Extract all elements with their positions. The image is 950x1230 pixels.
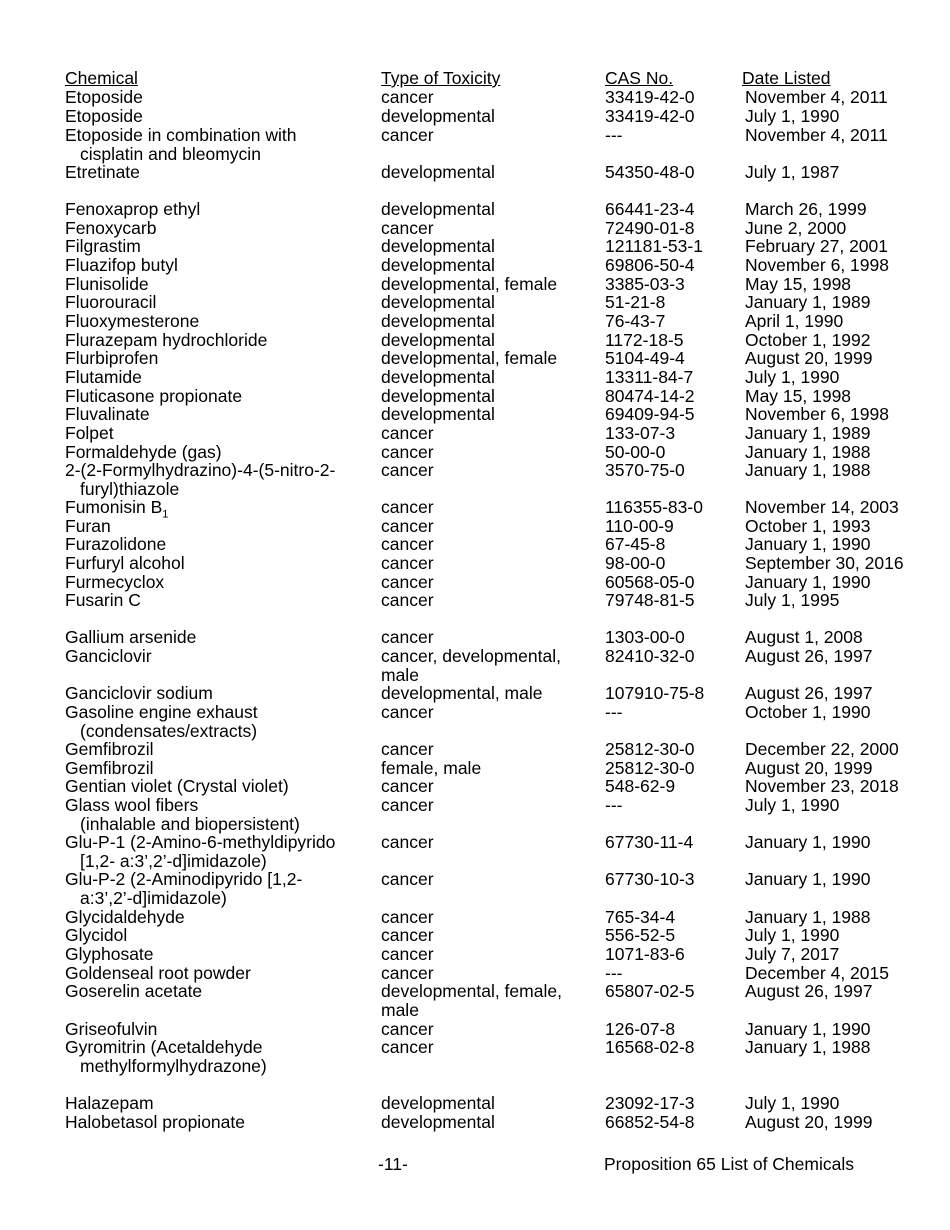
- date-listed: January 1, 1990: [745, 832, 871, 852]
- chemical-name: Glyphosate: [65, 944, 154, 964]
- date-listed: September 30, 2016: [745, 553, 904, 573]
- chemical-name: Furmecyclox: [65, 572, 165, 592]
- toxicity-type: developmental: [381, 404, 495, 424]
- chemical-name: Formaldehyde (gas): [65, 442, 222, 462]
- chemical-name: Gemfibrozil: [65, 739, 154, 759]
- cas-number: 107910-75-8: [605, 683, 705, 703]
- date-listed: July 1, 1995: [745, 590, 840, 610]
- cas-number: 1071-83-6: [605, 944, 685, 964]
- chemical-name: Glu-P-2 (2-Aminodipyrido [1,2-: [65, 869, 303, 889]
- toxicity-type: cancer: [381, 87, 434, 107]
- cas-number: ---: [605, 795, 623, 815]
- date-listed: August 20, 1999: [745, 1112, 873, 1132]
- toxicity-type: developmental: [381, 199, 495, 219]
- date-listed: August 20, 1999: [745, 758, 873, 778]
- toxicity-type: cancer: [381, 963, 434, 983]
- toxicity-type: cancer: [381, 572, 434, 592]
- chemical-name: Gentian violet (Crystal violet): [65, 776, 289, 796]
- date-listed: January 1, 1989: [745, 292, 871, 312]
- cas-number: 98-00-0: [605, 553, 666, 573]
- date-listed: July 7, 2017: [745, 944, 840, 964]
- date-listed: July 1, 1990: [745, 1093, 840, 1113]
- date-listed: January 1, 1990: [745, 1019, 871, 1039]
- cas-number: 69409-94-5: [605, 404, 695, 424]
- chemical-name: Gasoline engine exhaust: [65, 702, 258, 722]
- cas-number: 110-00-9: [605, 516, 674, 536]
- chemical-name: Ganciclovir: [65, 646, 152, 666]
- date-listed: August 1, 2008: [745, 627, 863, 647]
- header-toxicity: Type of Toxicity: [381, 68, 501, 88]
- date-listed: November 6, 1998: [745, 404, 889, 424]
- toxicity-type: cancer: [381, 125, 434, 145]
- cas-number: 16568-02-8: [605, 1037, 695, 1057]
- chemical-name: Ganciclovir sodium: [65, 683, 213, 703]
- toxicity-type: cancer: [381, 739, 434, 759]
- chemical-name: Gyromitrin (Acetaldehyde: [65, 1037, 263, 1057]
- cas-number: 82410-32-0: [605, 646, 695, 666]
- cas-number: 121181-53-1: [605, 236, 703, 256]
- cas-number: ---: [605, 125, 623, 145]
- chemical-name: Gallium arsenide: [65, 627, 197, 647]
- chemical-name-continued: furyl)thiazole: [80, 478, 180, 499]
- chemical-name-continued: (condensates/extracts): [80, 720, 258, 741]
- cas-number: 116355-83-0: [605, 497, 703, 517]
- chemical-subscript: 1: [162, 508, 169, 521]
- date-listed: January 1, 1990: [745, 869, 871, 889]
- chemical-name: Fenoxaprop ethyl: [65, 199, 201, 219]
- toxicity-type: cancer: [381, 944, 434, 964]
- toxicity-type: developmental: [381, 236, 495, 256]
- chemical-name: Furazolidone: [65, 534, 167, 554]
- header-cas: CAS No.: [605, 68, 674, 88]
- toxicity-type: cancer: [381, 534, 434, 554]
- chemical-name: Fluticasone propionate: [65, 386, 243, 406]
- cas-number: 25812-30-0: [605, 739, 695, 759]
- cas-number: 1172-18-5: [605, 330, 684, 350]
- date-listed: January 1, 1990: [745, 534, 871, 554]
- cas-number: 76-43-7: [605, 311, 666, 331]
- toxicity-type: cancer, developmental,: [381, 646, 561, 666]
- chemical-name: Fenoxycarb: [65, 218, 157, 238]
- date-listed: June 2, 2000: [745, 218, 847, 238]
- toxicity-type: developmental, female: [381, 274, 558, 294]
- date-listed: August 26, 1997: [745, 646, 873, 666]
- toxicity-type: developmental: [381, 1112, 495, 1132]
- date-listed: October 1, 1990: [745, 702, 871, 722]
- toxicity-type: cancer: [381, 627, 434, 647]
- date-listed: August 20, 1999: [745, 348, 873, 368]
- toxicity-type: cancer: [381, 442, 434, 462]
- chemical-name-text: Fumonisin B: [65, 497, 163, 517]
- date-listed: November 4, 2011: [745, 125, 888, 145]
- page-number: -11-: [378, 1154, 408, 1174]
- cas-number: 25812-30-0: [605, 758, 695, 778]
- chemical-name: Etoposide in combination with: [65, 125, 297, 145]
- cas-number: 133-07-3: [605, 423, 676, 443]
- toxicity-type: developmental, female: [381, 348, 558, 368]
- date-listed: July 1, 1990: [745, 795, 840, 815]
- chemical-name: Furan: [65, 516, 111, 536]
- chemical-name-continued: methylformylhydrazone): [80, 1055, 267, 1076]
- toxicity-type: cancer: [381, 776, 434, 796]
- cas-number: 67730-11-4: [605, 832, 694, 852]
- cas-number: 80474-14-2: [605, 386, 695, 406]
- chemical-name: Goldenseal root powder: [65, 963, 251, 983]
- cas-number: 13311-84-7: [605, 367, 694, 387]
- chemical-name: Folpet: [65, 423, 114, 443]
- cas-number: 50-00-0: [605, 442, 666, 462]
- cas-number: 3385-03-3: [605, 274, 685, 294]
- toxicity-type: developmental: [381, 162, 495, 182]
- date-listed: November 6, 1998: [745, 255, 889, 275]
- toxicity-type: developmental: [381, 255, 495, 275]
- date-listed: January 1, 1988: [745, 460, 871, 480]
- toxicity-type: cancer: [381, 702, 434, 722]
- cas-number: 67730-10-3: [605, 869, 695, 889]
- date-listed: November 14, 2003: [745, 497, 899, 517]
- chemical-name: Fusarin C: [65, 590, 141, 610]
- date-listed: January 1, 1988: [745, 907, 871, 927]
- chemical-name: Flurazepam hydrochloride: [65, 330, 268, 350]
- chemical-name: Fluvalinate: [65, 404, 150, 424]
- chemical-name: Glycidol: [65, 925, 128, 945]
- chemical-name: Griseofulvin: [65, 1019, 158, 1039]
- cas-number: 1303-00-0: [605, 627, 685, 647]
- toxicity-type: developmental: [381, 367, 495, 387]
- toxicity-type: cancer: [381, 516, 434, 536]
- date-listed: July 1, 1987: [745, 162, 840, 182]
- cas-number: 54350-48-0: [605, 162, 695, 182]
- cas-number: 60568-05-0: [605, 572, 695, 592]
- footer-title: Proposition 65 List of Chemicals: [604, 1154, 854, 1174]
- chemical-name-continued: (inhalable and biopersistent): [80, 813, 300, 834]
- chemical-name: Halazepam: [65, 1093, 154, 1113]
- chemical-name: Glycidaldehyde: [65, 907, 185, 927]
- cas-number: 65807-02-5: [605, 981, 695, 1001]
- toxicity-type: cancer: [381, 907, 434, 927]
- toxicity-type: female, male: [381, 758, 482, 778]
- toxicity-type: cancer: [381, 497, 434, 517]
- chemical-name-continued: cisplatin and bleomycin: [80, 143, 261, 164]
- cas-number: 556-52-5: [605, 925, 676, 945]
- cas-number: 548-62-9: [605, 776, 676, 796]
- date-listed: November 23, 2018: [745, 776, 899, 796]
- toxicity-type: cancer: [381, 460, 434, 480]
- chemical-name: Filgrastim: [65, 236, 141, 256]
- cas-number: 66852-54-8: [605, 1112, 695, 1132]
- toxicity-type-continued: male: [381, 999, 419, 1020]
- chemical-name: Glu-P-1 (2-Amino-6-methyldipyrido: [65, 832, 336, 852]
- chemical-name: Etretinate: [65, 162, 140, 182]
- cas-number: 79748-81-5: [605, 590, 695, 610]
- chemical-name: Goserelin acetate: [65, 981, 203, 1001]
- chemical-name: Fluorouracil: [65, 292, 157, 312]
- header-date: Date Listed: [742, 68, 831, 88]
- chemical-name: Fluazifop butyl: [65, 255, 178, 275]
- toxicity-type: cancer: [381, 1037, 434, 1057]
- chemical-name: Flutamide: [65, 367, 142, 387]
- cas-number: ---: [605, 963, 623, 983]
- toxicity-type: developmental: [381, 330, 495, 350]
- date-listed: February 27, 2001: [745, 236, 889, 256]
- toxicity-type: cancer: [381, 553, 434, 573]
- header-chemical: Chemical: [65, 68, 138, 88]
- toxicity-type: developmental, female,: [381, 981, 562, 1001]
- date-listed: August 26, 1997: [745, 981, 873, 1001]
- chemical-name: Halobetasol propionate: [65, 1112, 245, 1132]
- cas-number: ---: [605, 702, 623, 722]
- date-listed: October 1, 1993: [745, 516, 871, 536]
- toxicity-type: cancer: [381, 1019, 434, 1039]
- date-listed: April 1, 1990: [745, 311, 844, 331]
- date-listed: October 1, 1992: [745, 330, 871, 350]
- date-listed: May 15, 1998: [745, 386, 852, 406]
- toxicity-type: developmental: [381, 292, 495, 312]
- toxicity-type: developmental: [381, 386, 495, 406]
- chemical-name: Etoposide: [65, 87, 143, 107]
- toxicity-type: cancer: [381, 590, 434, 610]
- date-listed: December 22, 2000: [745, 739, 899, 759]
- toxicity-type: developmental: [381, 311, 495, 331]
- chemical-name: Flurbiprofen: [65, 348, 159, 368]
- toxicity-type: cancer: [381, 832, 434, 852]
- toxicity-type: cancer: [381, 218, 434, 238]
- cas-number: 67-45-8: [605, 534, 666, 554]
- date-listed: November 4, 2011: [745, 87, 888, 107]
- chemical-name: Fluoxymesterone: [65, 311, 200, 331]
- toxicity-type-continued: male: [381, 664, 419, 685]
- toxicity-type: cancer: [381, 925, 434, 945]
- chemical-name: Flunisolide: [65, 274, 149, 294]
- toxicity-type: cancer: [381, 795, 434, 815]
- date-listed: July 1, 1990: [745, 925, 840, 945]
- chemical-name-continued: a:3’,2’-d]imidazole): [80, 887, 227, 908]
- cas-number: 33419-42-0: [605, 106, 695, 126]
- date-listed: January 1, 1990: [745, 572, 871, 592]
- toxicity-type: developmental: [381, 1093, 495, 1113]
- date-listed: March 26, 1999: [745, 199, 867, 219]
- chemical-name-continued: [1,2- a:3’,2’-d]imidazole): [80, 850, 267, 871]
- cas-number: 72490-01-8: [605, 218, 695, 238]
- toxicity-type: cancer: [381, 869, 434, 889]
- toxicity-type: cancer: [381, 423, 434, 443]
- cas-number: 765-34-4: [605, 907, 676, 927]
- date-listed: January 1, 1989: [745, 423, 871, 443]
- cas-number: 126-07-8: [605, 1019, 676, 1039]
- chemical-name: Etoposide: [65, 106, 143, 126]
- cas-number: 69806-50-4: [605, 255, 695, 275]
- date-listed: May 15, 1998: [745, 274, 852, 294]
- cas-number: 66441-23-4: [605, 199, 695, 219]
- date-listed: January 1, 1988: [745, 442, 871, 462]
- chemical-name: Gemfibrozil: [65, 758, 154, 778]
- chemical-name: Furfuryl alcohol: [65, 553, 185, 573]
- cas-number: 3570-75-0: [605, 460, 685, 480]
- cas-number: 5104-49-4: [605, 348, 685, 368]
- date-listed: December 4, 2015: [745, 963, 889, 983]
- date-listed: July 1, 1990: [745, 367, 840, 387]
- date-listed: August 26, 1997: [745, 683, 873, 703]
- cas-number: 33419-42-0: [605, 87, 695, 107]
- date-listed: July 1, 1990: [745, 106, 840, 126]
- chemical-name: Glass wool fibers: [65, 795, 199, 815]
- toxicity-type: developmental: [381, 106, 495, 126]
- chemical-name: 2-(2-Formylhydrazino)-4-(5-nitro-2-: [65, 460, 336, 480]
- toxicity-type: developmental, male: [381, 683, 543, 703]
- date-listed: January 1, 1988: [745, 1037, 871, 1057]
- cas-number: 23092-17-3: [605, 1093, 695, 1113]
- cas-number: 51-21-8: [605, 292, 666, 312]
